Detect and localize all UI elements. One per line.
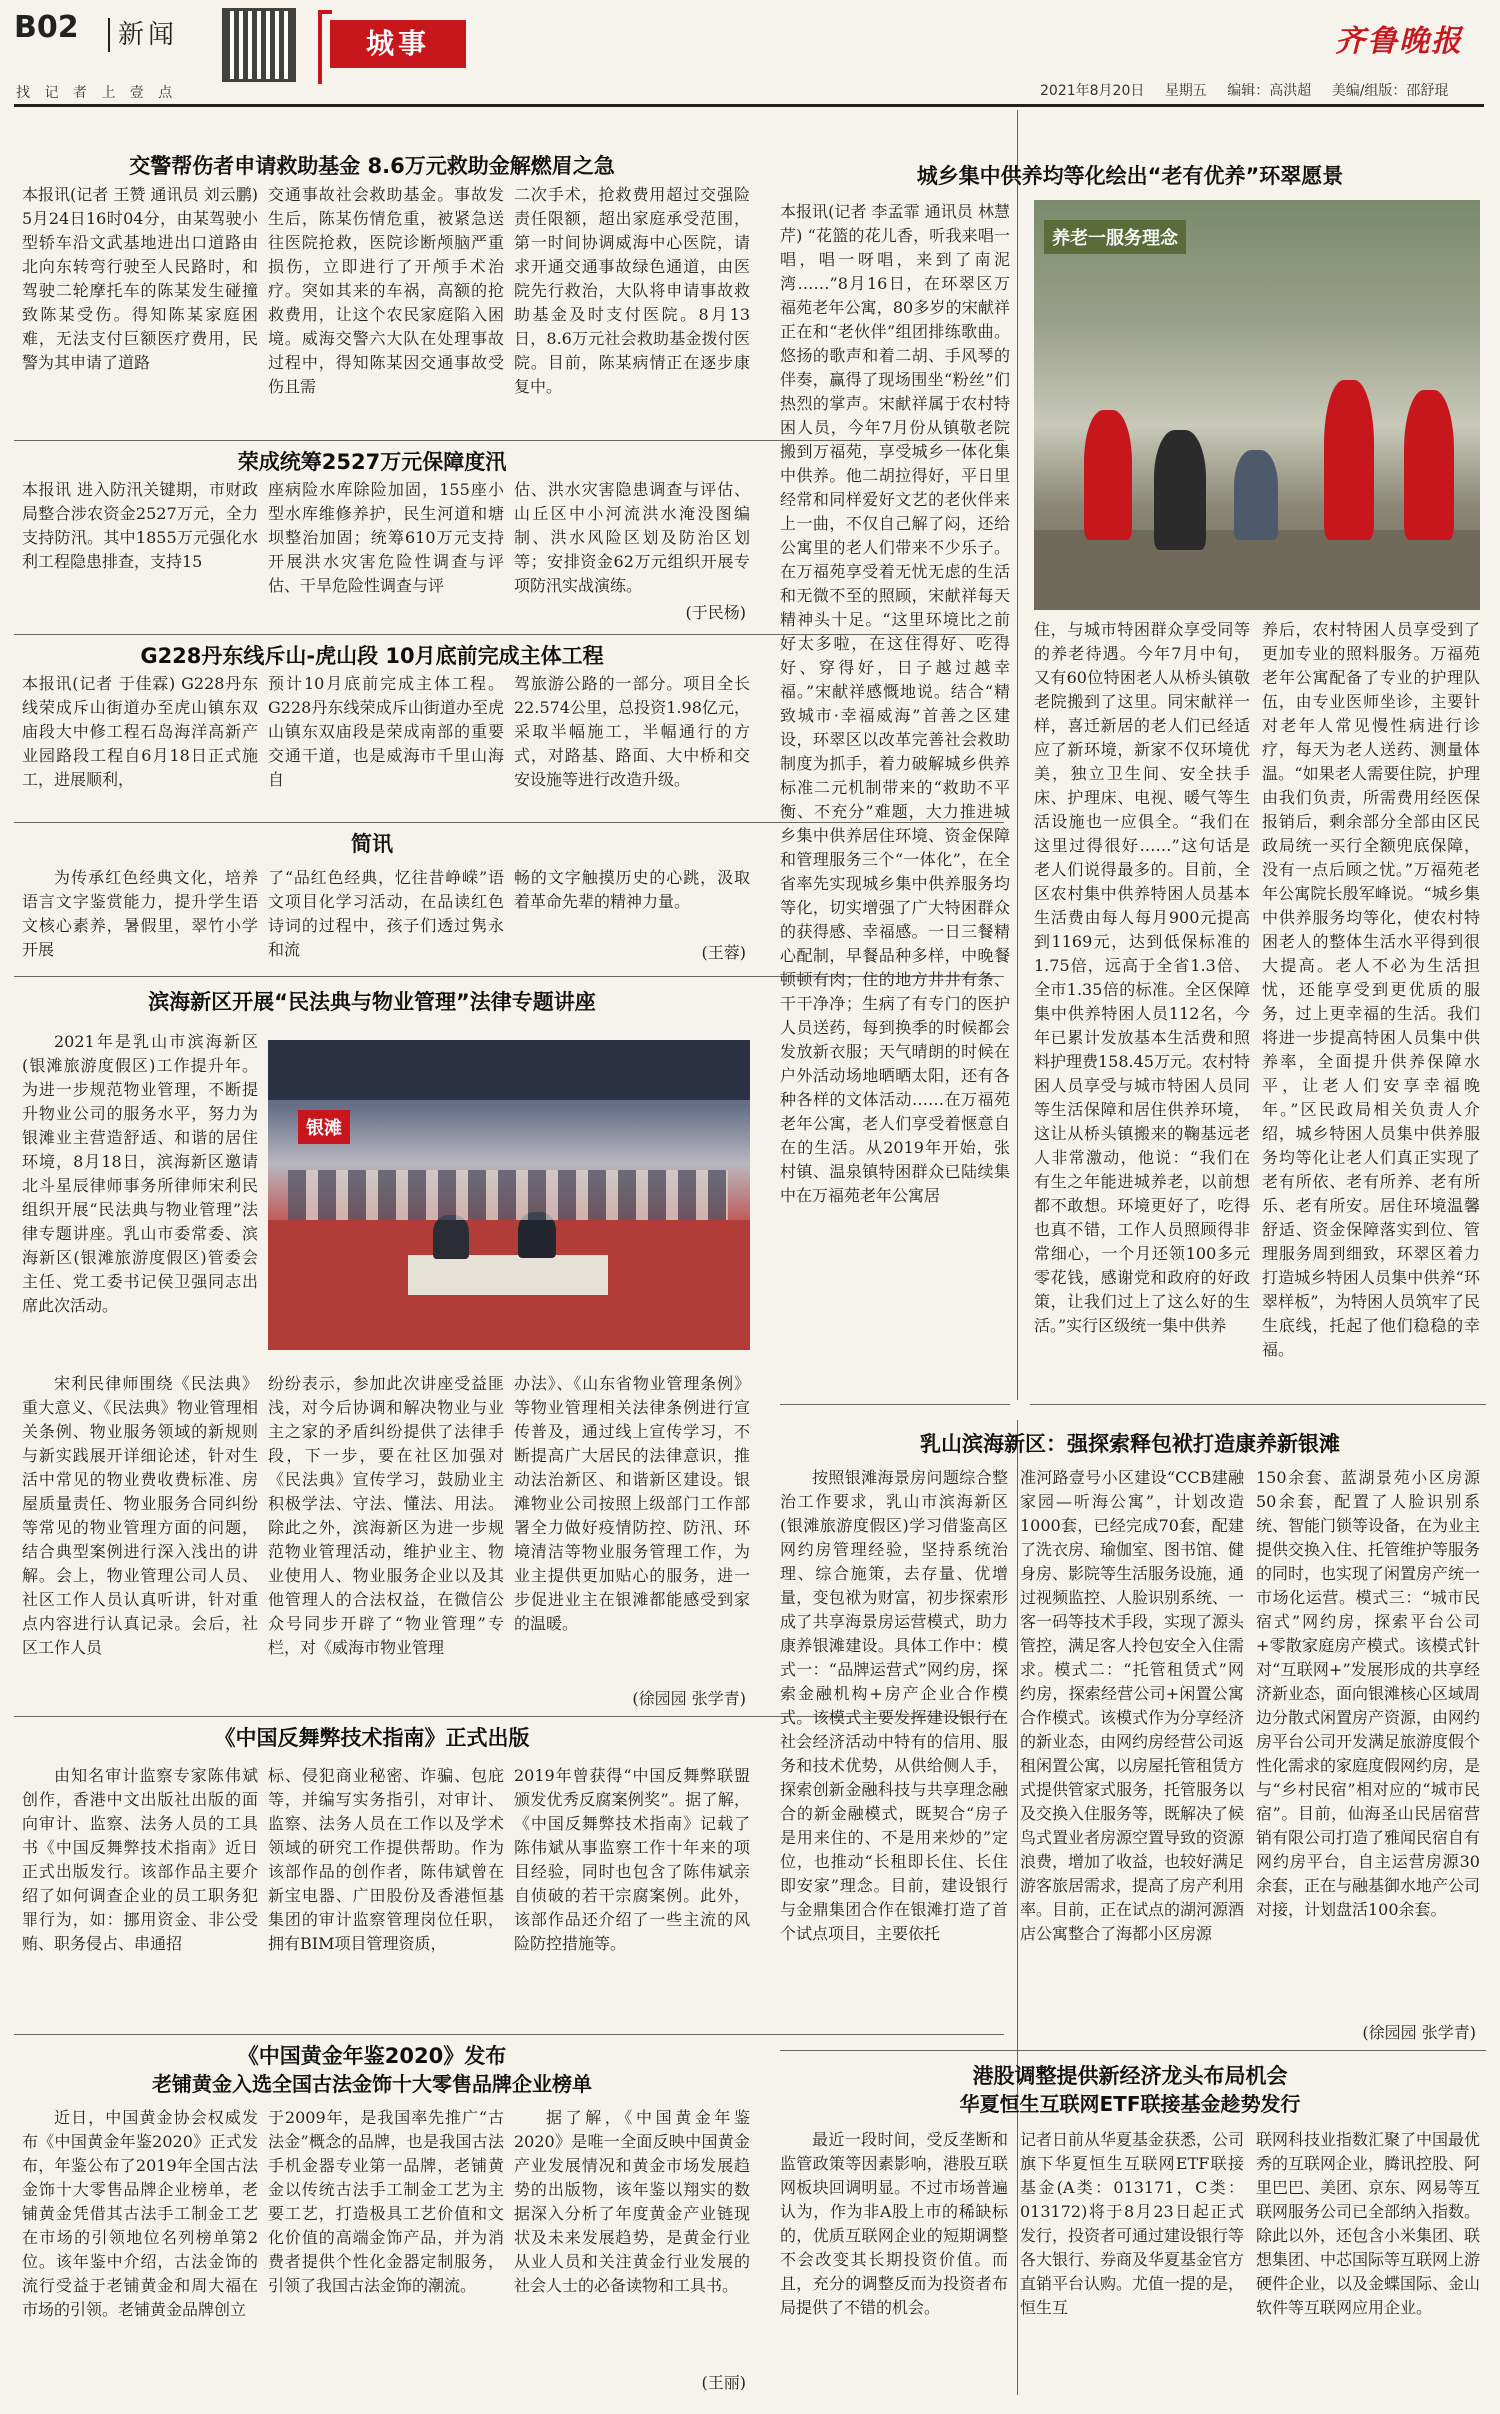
person-figure bbox=[1404, 390, 1454, 540]
article-title: 滨海新区开展“民法典与物业管理”法律专题讲座 bbox=[148, 990, 596, 1014]
audience bbox=[288, 1170, 728, 1220]
care-sign: 养老一服务理念 bbox=[1044, 220, 1186, 254]
meeting-photo bbox=[268, 1040, 750, 1350]
article-text: 办法》、《山东省物业管理条例》等物业管理相关法律条例进行宣传普及，通过线上宣传学习，不断提高广大居民的法律意识，推动法治新区、和谐新区建设。银滩物业公司按照上级部门工作部署全力做好疫情防控、防汛、环境清洁等物业服务管理工作，为业主提供更加贴心的服务，进一步促进业主在银滩都能感受到家的温暖。 bbox=[514, 1374, 750, 1633]
editor: 编辑：高洪超 bbox=[1227, 83, 1312, 99]
byline: (于民杨) bbox=[685, 603, 746, 622]
article-title: 《中国反舞弊技术指南》正式出版 bbox=[214, 1726, 530, 1750]
article-text: 住，与城市特困群众享受同等的养老待遇。今年7月中旬，又有60位特困老人从桥头镇敬老院搬到了这里。同宋献祥一样，喜迁新居的老人们已经适应了新环境，新家不仅环境优美，独立卫生间、安全扶手床、护理床、电视、暖气等生活设施也一应俱全。“我们在这里过得很好……”这句话是老人们说得最多的。目前，全区农村集中供养特困人员基本生活费由每人每月900元提高到1169元，达到低保标准的1.75倍，远高于全省1.3倍、全市1.35倍的标准。全区保障集中供养特困人员112名，今年已累计发放基本生活费和照料护理费158.45万元。农村特困人员享受与城市特困人员同等生活保障和居住供养环境，这让从桥头镇搬来的鞠基远老人非常激动，他说：“我们在有生之年能进城养老，以前想都不敢想。环境更好了，吃得也真不错，工作人员照顾得非常细心，一个月还领100多元零花钱，感谢党和政府的好政策，让我们过上了这么好的生活。”实行区级统一集中供养 bbox=[1034, 620, 1250, 1335]
article-title: 乳山滨海新区：强探索释包袱打造康养新银滩 bbox=[920, 1432, 1340, 1456]
photo-floor bbox=[1034, 530, 1480, 610]
person-figure bbox=[1324, 380, 1374, 540]
article-text: 交通事故社会救助基金。事故发生后，陈某伤情危重，被紧急送往医院抢救，医院诊断颅脑严重损伤，立即进行了开颅手术治疗。突如其来的车祸，高额的抢救费用，让这个农民家庭陷入困境。威海交警六大队在处理事故过程中，得知陈某因交通事故受伤且需 bbox=[268, 185, 504, 396]
article-text: 150余套、蓝湖景苑小区房源50余套，配置了人脸识别系统、智能门锁等设备，在为业主提供交换入住、托管维护等服务的同时，也实现了闲置房产统一市场化运营。模式三：“城市民宿式”网约房，探索平台公司+零散家庭房产模式。该模式针对“互联网+”发展形成的共享经济新业态，面向银滩核心区域周边分散式闲置房产资源，由网约房平台公司开发满足旅游度假个性化需求的家庭度假网约房，是与“乡村民宿”相对应的“城市民宿”。目前，仙海圣山民居宿营销有限公司打造了雅闻民宿自有网约房平台，自主运营房源30余套，正在与融基御水地产公司对接，计划盘活100余套。 bbox=[1256, 1468, 1480, 1919]
meeting-sign: 银滩 bbox=[298, 1110, 350, 1144]
header-divider bbox=[108, 18, 110, 52]
newspaper-logo: 齐鲁晚报 bbox=[1335, 24, 1463, 59]
issue-date: 2021年8月20日 bbox=[1040, 83, 1145, 99]
issue-weekday: 星期五 bbox=[1164, 83, 1207, 99]
column-divider bbox=[1017, 110, 1018, 1400]
article-text: 本报讯(记者 李孟霏 通讯员 林慧芹) “花篮的花儿香，听我来唱一唱，唱一呀唱，来到了南泥湾……”8月16日，在环翠区万福苑老年公寓，80多岁的宋献祥正在和“老伙伴”组团排练歌曲。悠扬的歌声和着二胡、手风琴的伴奏，赢得了现场围坐“粉丝”们热烈的掌声。宋献祥属于农村特困人员，今年7月份从镇敬老院搬到万福苑，享受城乡一体化集中供养。他二胡拉得好，平日里经常和同样爱好文艺的老伙伴来上一曲，不仅自己解了闷，还给公寓里的老人们带来不少乐子。在万福苑享受着无忧无虑的生活和无微不至的照顾，宋献祥每天精神头十足。“这里环境比之前好太多啦，在这住得好、吃得好、穿得好，日子越过越幸福。”宋献祥感慨地说。结合“精致城市·幸福威海”首善之区建设，环翠区以改革完善社会救助制度为抓手，着力破解城乡供养标准二元机制带来的“救助不平衡、不充分”难题，大力推进城乡集中供养居住环境、资金保障和管理服务三个“一体化”，在全省率先实现城乡集中供养服务均等化，切实增强了广大特困群众的获得感、幸福感。一日三餐精心配制，早餐品种多样，中晚餐顿顿有肉；住的地方井井有条、干干净净；生病了有专门的医护人员送药，每到换季的时候都会发放新衣服；天气晴朗的时候在户外活动场地晒晒太阳，还有各种各样的文体活动……在万福苑老年公寓，老人们享受着惬意自在的生活。从2019年开始，张村镇、温泉镇特困群众已陆续集中在万福苑老年公寓居 bbox=[780, 202, 1010, 1205]
article-text: 为传承红色经典文化，培养语言文字鉴赏能力，提升学生语文核心素养，暑假里，翠竹小学开展 bbox=[22, 868, 258, 959]
article-text: 了“品红色经典，忆往昔峥嵘”语文项目化学习活动，在品读红色诗词的过程中，孩子们透过隽永和流 bbox=[268, 868, 504, 959]
person-figure bbox=[433, 1215, 469, 1259]
article-text: 标、侵犯商业秘密、诈骗、包庇等，并编写实务指引，对审计、监察、法务人员在工作以及学术领域的研究工作提供帮助。作为该部作品的创作者，陈伟斌曾在新宝电器、广田股份及香港恒基集团的审计监察管理岗位任职，拥有BIM项目管理资质， bbox=[268, 1766, 504, 1953]
issue-meta bbox=[1040, 80, 1464, 100]
qr-code-icon[interactable] bbox=[222, 8, 296, 82]
article-text: 座病险水库除险加固，155座小型水库维修养护，民生河道和塘坝整治加固；统筹610万元支持开展洪水灾害危险性调查与评估、干旱危险性调查与评 bbox=[268, 480, 504, 595]
article-text: 驾旅游公路的一部分。项目全长22.574公里，总投资1.98亿元，采取半幅施工，半幅通行的方式，对路基、路面、大中桥和交安设施等进行改造升级。 bbox=[514, 674, 750, 789]
article-title: 交警帮伤者申请救助基金 8.6万元救助金解燃眉之急 bbox=[129, 154, 615, 178]
article-text: 本报讯(记者 王赞 通讯员 刘云鹏) 5月24日16时04分，由某驾驶小型轿车沿文武基地进出口道路由北向东转弯行驶至人民路时，和驾驶二轮摩托车的陈某发生碰撞致陈某受伤。得知陈某家庭困难，无法支付巨额医疗费用，民警为其申请了道路 bbox=[22, 185, 258, 372]
article-text: 本报讯(记者 于佳霖) G228丹东线荣成斥山街道办至虎山镇东双庙段大中修工程石岛海洋高新产业园路段工程自6月18日正式施工，进展顺利， bbox=[22, 674, 258, 789]
column-divider bbox=[1017, 1420, 1018, 2395]
column-tag: 城事 bbox=[330, 20, 466, 68]
article-title: 《中国黄金年鉴2020》发布 bbox=[237, 2044, 507, 2068]
article-divider bbox=[780, 2050, 1486, 2051]
article-text: 2021年是乳山市滨海新区(银滩旅游度假区)工作提升年。为进一步规范物业管理，不断提升物业公司的服务水平，努力为银滩业主营造舒适、和谐的居住环境，8月18日，滨海新区邀请北斗星辰律师事务所律师宋利民组织开展“民法典与物业管理”法律专题讲座。乳山市委常委、滨海新区(银滩旅游度假区)管委会主任、党工委书记侯卫强同志出席此次活动。 bbox=[22, 1032, 258, 1315]
article-text: 近日，中国黄金协会权威发布《中国黄金年鉴2020》正式发布，年鉴公布了2019年全国古法金饰十大零售品牌企业榜单，老铺黄金凭借其古法手工制金工艺在市场的引领地位名列榜单第2位。该年鉴中介绍，古法金饰的流行受益于老铺黄金和周大福在市场的引领。老铺黄金品牌创立 bbox=[22, 2108, 258, 2319]
article-title: 港股调整提供新经济龙头布局机会 bbox=[972, 2064, 1288, 2088]
header-tagline: 找 记 者 上 壹 点 bbox=[16, 85, 178, 101]
article-text: 2019年曾获得“中国反舞弊联盟颁发优秀反腐案例奖”。据了解，《中国反舞弊技术指南》记载了陈伟斌从事监察工作十年来的项目经验，同时也包含了陈伟斌亲自侦破的若干宗腐案例。此外，该部作品还介绍了一些主流的风险防控措施等。 bbox=[514, 1766, 750, 1953]
article-title: G228丹东线斥山-虎山段 10月底前完成主体工程 bbox=[140, 644, 604, 668]
article-text: 按照银滩海景房问题综合整治工作要求，乳山市滨海新区(银滩旅游度假区)学习借鉴高区网约房管理经验，坚持系统治理、综合施策，去存量、优增量，变包袱为财富，初步探索形成了共享海景房运营模式，助力康养银滩建设。具体工作中：模式一：“品牌运营式”网约房，探索金融机构+房产企业合作模式。该模式主要发挥建设银行在社会经济活动中特有的信用、服务和技术优势，从供给侧人手，探索创新金融科技与共享理念融合的新金融模式，既契合“房子是用来住的、不是用来炒的”定位，也推动“长租即长住、长住即安家”理念。目前，建设银行与金鼎集团合作在银滩打造了首个试点项目，主要依托 bbox=[780, 1468, 1008, 1943]
article-text: 由知名审计监察专家陈伟斌创作，香港中文出版社出版的面向审计、监察、法务人员的工具书《中国反舞弊技术指南》近日正式出版发行。该部作品主要介绍了如何调查企业的员工职务犯罪行为，如：挪用资金、非公受贿、职务侵占、串通招 bbox=[22, 1766, 258, 1953]
page-number: B02 bbox=[14, 10, 79, 45]
byline: (徐园园 张学青) bbox=[632, 1689, 746, 1708]
article-divider bbox=[780, 1404, 1010, 1405]
article-text: 畅的文字触摸历史的心跳，汲取着革命先辈的精神力量。 bbox=[514, 868, 750, 911]
photo-table bbox=[408, 1255, 608, 1295]
article-subtitle: 老铺黄金入选全国古法金饰十大零售品牌企业榜单 bbox=[152, 2072, 592, 2096]
designer: 美编/组版：邵舒琨 bbox=[1331, 83, 1449, 99]
article-text: 最近一段时间，受反垄断和监管政策等因素影响，港股互联网板块回调明显。不过市场普遍认为，作为非A股上市的稀缺标的，优质互联网企业的短期调整不会改变其长期投资价值。而且，充分的调整反而为投资者布局提供了不错的机会。 bbox=[780, 2130, 1008, 2317]
article-divider bbox=[1030, 1404, 1486, 1405]
article-title: 城乡集中供养均等化绘出“老有优养”环翠愿景 bbox=[916, 164, 1344, 188]
article-text: 记者日前从华夏基金获悉，公司旗下华夏恒生互联网ETF联接基金(A类：013171，C类：013172)将于8月23日起正式发行，投资者可通过建设银行等各大银行、券商及华夏基金官方直销平台认购。尤值一提的是，恒生互 bbox=[1020, 2130, 1244, 2317]
article-text: 预计10月底前完成主体工程。G228丹东线荣成斥山街道办至虎山镇东双庙段是荣成南部的重要交通干道，也是威海市千里山海自 bbox=[268, 674, 504, 789]
article-title: 简讯 bbox=[351, 832, 393, 856]
article-title: 荣成统筹2527万元保障度汛 bbox=[237, 450, 507, 474]
article-subtitle: 华夏恒生互联网ETF联接基金趁势发行 bbox=[959, 2092, 1301, 2116]
article-text: 二次手术，抢救费用超过交强险责任限额，超出家庭承受范围，第一时间协调威海中心医院，请求开通交通事故绿色通道，由医院先行救治，大队将申请事故救助基金及时支付医院。8月13日，8.6万元社会救助基金拨付医院。目前，陈某病情正在逐步康复中。 bbox=[514, 185, 750, 396]
article-text: 宋利民律师围绕《民法典》重大意义、《民法典》物业管理相关条例、物业服务领域的新规则与新实践展开详细论述，针对生活中常见的物业费收费标准、房屋质量责任、物业服务合同纠纷等常见的物业管理方面的问题，结合典型案例进行深入浅出的讲解。会上，物业管理公司人员、社区工作人员认真听讲，针对重点内容进行认真记录。会后，社区工作人员 bbox=[22, 1374, 258, 1657]
byline: (徐园园 张学青) bbox=[1362, 2023, 1476, 2042]
section-name: 新闻 bbox=[118, 20, 179, 50]
article-text: 据了解，《中国黄金年鉴2020》是唯一全面反映中国黄金产业发展情况和黄金市场发展趋势的出版物，该年鉴以翔实的数据深入分析了年度黄金产业链现状及未来发展趋势，是黄金行业从业人员和关注黄金行业发展的社会人士的必备读物和工具书。 bbox=[514, 2108, 750, 2295]
article-text: 估、洪水灾害隐患调查与评估、山丘区中小河流洪水淹没图编制、洪水风险区划及防治区划等；安排资金62万元组织开展专项防汛实战演练。 bbox=[514, 480, 750, 595]
article-text: 准河路壹号小区建设“CCB建融家园—听海公寓”，计划改造1000套，已经完成70套，配建了洗衣房、瑜伽室、图书馆、健身房、影院等生活服务设施，通过视频监控、人脸识别系统、一客一码等技术手段，实现了源头管控，满足客人拎包安全入住需求。模式二：“托管租赁式”网约房，探索经营公司+闲置公寓合作模式。该模式作为分享经济的新业态，由网约房经营公司返租闲置公寓，以房屋托管租赁方式提供管家式服务，托管服务以及交换入住服务等，既解决了候鸟式置业者房源空置导致的资源浪费，增加了收益，也较好满足游客旅居需求，提高了房产利用率。目前，正在试点的湖河源酒店公寓整合了海都小区房源 bbox=[1020, 1468, 1244, 1943]
article-text: 纷纷表示，参加此次讲座受益匪浅，对今后协调和解决物业与业主之家的矛盾纠纷提供了法律手段，下一步，要在社区加强对《民法典》宣传学习，鼓励业主积极学法、守法、懂法、用法。除此之外，滨海新区为进一步规范物业管理活动，维护业主、物业使用人、物业服务企业以及其他管理人的合法权益，在微信公众号同步开辟了“物业管理”专栏，对《威海市物业管理 bbox=[268, 1374, 504, 1657]
person-figure bbox=[1084, 410, 1132, 540]
article-text: 本报讯 进入防汛关键期，市财政局整合涉农资金2527万元，全力支持防汛。其中1855万元强化水利工程隐患排查，支持15 bbox=[22, 480, 258, 571]
person-figure bbox=[1234, 450, 1278, 540]
byline: (王蓉) bbox=[701, 943, 746, 962]
photo-ceiling bbox=[268, 1040, 750, 1100]
person-figure bbox=[1154, 430, 1206, 550]
byline: (王丽) bbox=[701, 2373, 746, 2392]
article-text: 联网科技业指数汇聚了中国最优秀的互联网企业，腾讯控股、阿里巴巴、美团、京东、网易等互联网服务公司已全部纳入指数。除此以外，还包含小米集团、联想集团、中芯国际等互联网上游硬件企业，以及金蝶国际、金山软件等互联网应用企业。 bbox=[1256, 2130, 1480, 2317]
elderly-care-photo bbox=[1034, 200, 1480, 610]
header-rule bbox=[14, 104, 1484, 107]
article-text: 养后，农村特困人员享受到了更加专业的照料服务。万福苑老年公寓配备了专业的护理队伍，由专业医师坐诊，主要针对老年人常见慢性病进行诊疗，每天为老人送药、测量体温。“如果老人需要住院，护理由我们负责，所需费用经医保报销后，剩余部分全部由区民政局统一买行全额兜底保障，没有一点后顾之忧。”万福苑老年公寓院长殷军峰说。“城乡集中供养服务均等化，使农村特困老人的整体生活水平得到很大提高。老人不必为生活担忧，还能享受到更优质的服务，过上更幸福的生活。我们将进一步提高特困人员集中供养率，全面提升供养保障水平，让老人们安享幸福晚年。”区民政局相关负责人介绍，城乡特困人员集中供养服务均等化让老人们真正实现了老有所依、老有所养、老有所乐、老有所安。居住环境温馨舒适、资金保障落实到位、管理服务周到细致，环翠区着力打造城乡特困人员集中供养“环翠样板”，为特困人员筑牢了民生底线，托起了他们稳稳的幸福。 bbox=[1262, 620, 1480, 1359]
article-text: 于2009年，是我国率先推广“古法金”概念的品牌，也是我国古法手机金器专业第一品牌，老铺黄金以传统古法手工制金工艺为主要工艺，打造极具工艺价值和文化价值的高端金饰产品，并为消费者提供个性化金器定制服务，引领了我国古法金饰的潮流。 bbox=[268, 2108, 504, 2295]
